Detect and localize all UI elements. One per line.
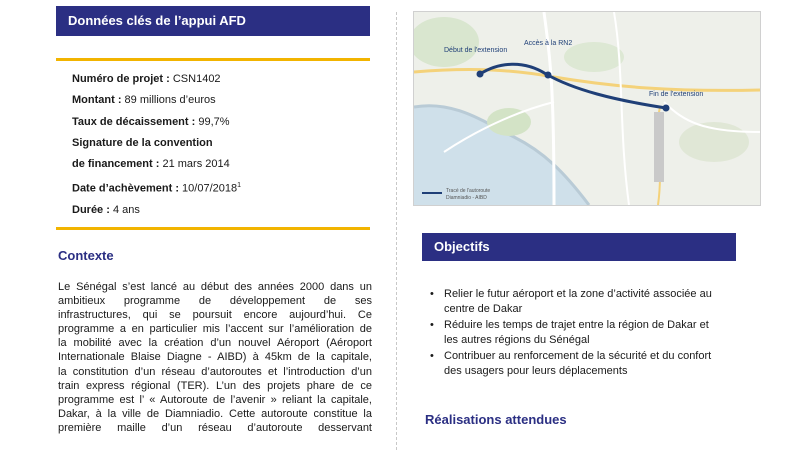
contexte-line: infrastructures, qui se poursuit encore aujourd’hui. Ce bbox=[58, 309, 372, 322]
contexte-line: Internationale Blaise Diagne - AIBD) à 45km de la capitale, bbox=[58, 351, 372, 364]
key-data-row-amount bbox=[72, 90, 241, 111]
key-data-row-signature bbox=[72, 133, 241, 154]
key-value: 99,7% bbox=[195, 115, 230, 128]
road-secondary bbox=[664, 102, 760, 132]
key-data-row-financing bbox=[72, 154, 241, 175]
rn2-access-marker bbox=[545, 72, 552, 79]
key-data-header bbox=[56, 6, 370, 36]
gold-divider-top bbox=[56, 58, 370, 61]
route-end-marker bbox=[663, 105, 670, 112]
column-divider bbox=[396, 12, 397, 450]
footnote-marker[interactable]: 1 bbox=[237, 182, 242, 190]
key-label: Numéro de projet : bbox=[72, 73, 170, 85]
objectifs-list bbox=[428, 287, 740, 380]
bullet: • bbox=[430, 319, 434, 331]
realisations-title: Réalisations attendues bbox=[425, 412, 567, 427]
contexte-line: Dakar, à la ville de Diamniadio. Cette autoroute constitue la bbox=[58, 407, 372, 420]
key-label: Montant : bbox=[72, 94, 122, 107]
key-label: Signature de la convention bbox=[72, 136, 213, 149]
contexte-line: programme est l’ « Autoroute de l’avenir » reliant la capitale, bbox=[58, 393, 372, 406]
objectif-line: Relier le futur aéroport et la zone d’activité associée au bbox=[444, 288, 712, 300]
key-value: CSN1402 bbox=[169, 73, 221, 85]
key-value: 21 mars 2014 bbox=[159, 158, 230, 171]
key-value: 89 millions d’euros bbox=[121, 94, 216, 107]
key-value: 10/07/2018 bbox=[178, 183, 238, 196]
legend-line1: Tracé de l'autoroute bbox=[446, 188, 491, 194]
green-area bbox=[487, 108, 531, 136]
objectif-line: centre de Dakar bbox=[444, 302, 523, 315]
label-acces: Accès à la RN2 bbox=[524, 40, 573, 47]
green-area bbox=[564, 42, 624, 72]
contexte-line: train express régional (TER). L’un des projets phare de ce bbox=[58, 379, 372, 392]
contexte-line: première maille d’un réseau d’autoroute desservant bbox=[58, 421, 372, 434]
road-secondary bbox=[614, 12, 629, 205]
map-svg bbox=[414, 12, 760, 205]
contexte-title: Contexte bbox=[58, 248, 114, 263]
bullet: • bbox=[430, 350, 434, 362]
key-label: Date d’achèvement : bbox=[72, 183, 179, 196]
objectifs-title: Objectifs bbox=[434, 239, 490, 254]
key-label: de financement : bbox=[72, 158, 160, 171]
route-map bbox=[413, 11, 761, 206]
objectif-item bbox=[428, 287, 740, 316]
objectif-line: Contribuer au renforcement de la sécurité et du confort bbox=[444, 350, 712, 362]
contexte-line: la mobilité avec la création d’un nouvel Aéroport (Aéroport bbox=[58, 337, 372, 350]
objectif-line: des usagers pour leurs déplacements bbox=[444, 364, 628, 377]
objectif-line: Réduire les temps de trajet entre la région de Dakar et bbox=[444, 319, 709, 331]
objectifs-header bbox=[422, 233, 736, 261]
contexte-paragraph bbox=[58, 280, 372, 435]
key-data-row-completion bbox=[72, 175, 241, 200]
airport-runway bbox=[654, 112, 664, 182]
key-data-row-disbursement bbox=[72, 112, 241, 133]
contexte-line: Le Sénégal s’est lancé au début des années 2000 dans un bbox=[58, 281, 372, 293]
key-value: 4 ans bbox=[109, 204, 140, 217]
label-debut: Début de l'extension bbox=[444, 47, 508, 54]
key-label: Taux de décaissement : bbox=[72, 115, 196, 128]
key-data-list bbox=[72, 69, 241, 222]
key-data-row-project bbox=[72, 69, 241, 90]
legend-line2: Diamniadio - AIBD bbox=[446, 195, 487, 201]
objectif-item bbox=[428, 349, 740, 378]
contexte-line: la constitution d’un réseau d’autoroutes et l’introduction d’un bbox=[58, 365, 372, 378]
objectif-line: les autres régions du Sénégal bbox=[444, 333, 590, 346]
green-area bbox=[414, 17, 479, 67]
gold-divider-bottom bbox=[56, 227, 370, 230]
key-data-row-duration bbox=[72, 200, 241, 221]
contexte-line: ambitieux programme de développement de ses bbox=[58, 295, 372, 308]
key-data-title: Données clés de l’appui AFD bbox=[68, 13, 246, 28]
label-fin: Fin de l'extension bbox=[649, 91, 704, 98]
key-label: Durée : bbox=[72, 204, 110, 217]
objectif-item bbox=[428, 318, 740, 347]
route-start-marker bbox=[477, 71, 484, 78]
road-main bbox=[414, 70, 760, 91]
contexte-line: programme a en particulier mis l’accent sur l’amélioration de bbox=[58, 323, 372, 336]
bullet: • bbox=[430, 288, 434, 300]
